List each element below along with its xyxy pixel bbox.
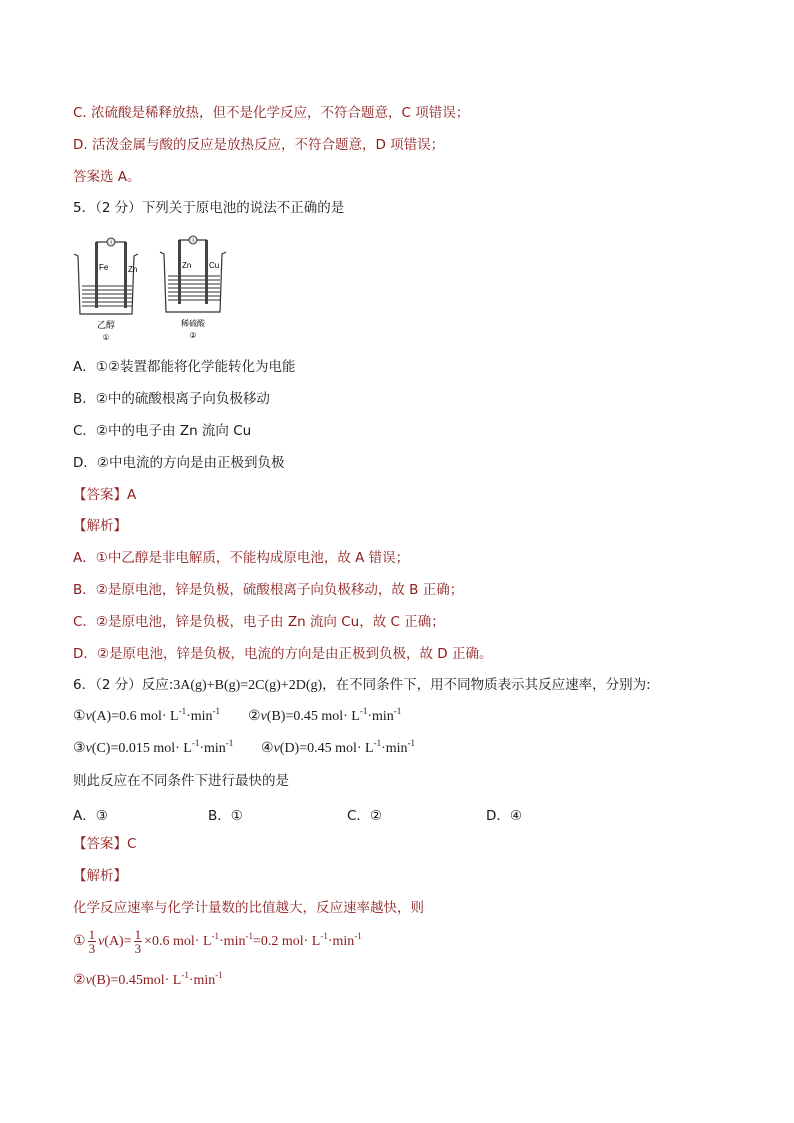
q5-option-c: C．②中的电子由 Zn 流向 Cu	[73, 423, 252, 439]
q6-stem	[73, 676, 651, 695]
q5-stem: 5．（2 分）下列关于原电池的说法不正确的是	[73, 200, 345, 216]
q6-option-b: B．①	[208, 808, 243, 824]
q5-option-b: B．②中的硫酸根离子向负极移动	[73, 391, 270, 407]
cell-number-2: ②	[189, 331, 197, 340]
q6-option-a: A．③	[73, 808, 108, 824]
q5-analysis-a: A．①中乙醇是非电解质，不能构成原电池，故 A 错误；	[73, 550, 410, 566]
q6-stem-suffix: ，在不同条件下，用不同物质表示其反应速率，分别为:	[322, 677, 651, 693]
electrode-zn-2: Zn	[182, 261, 192, 270]
q6-rate-2: ②v(B)=0.45 $mol\cdot L^{-1}\cdot\min^{-1}$	[248, 706, 402, 724]
electrode-zn-1: Zn	[128, 265, 138, 274]
q6-question: 则此反应在不同条件下进行最快的是	[73, 773, 289, 789]
electrode-fe: Fe	[99, 263, 109, 272]
electrode-cu: Cu	[209, 261, 220, 270]
q5-answer: 【答案】A	[73, 487, 137, 503]
q4-explain-d: D. 活泼金属与酸的反应是放热反应，不符合题意，D 项错误；	[73, 137, 445, 153]
fraction-one-third-2: $\frac{1}{3}$	[134, 927, 142, 957]
q4-answer: 答案选 A。	[73, 169, 141, 185]
cell-2-diagram	[160, 236, 226, 340]
q6-equation: 3A(g)+B(g)=2C(g)+2D(g)	[173, 678, 323, 693]
q5-analysis-label: 【解析】	[73, 518, 127, 534]
solution-label-2: 稀硫酸	[181, 319, 205, 328]
q6-rate-4: ④v(D)=0.45 $mol\cdot L^{-1}\cdot\min^{-1}$	[261, 738, 416, 756]
q6-stem-prefix: 6．（2 分）反应:	[73, 677, 174, 693]
q5-analysis-d: D．②是原电池，锌是负极，电流的方向是由正极到负极，故 D 正确。	[73, 646, 493, 662]
q5-analysis-c: C．②是原电池，锌是负极，电子由 Zn 流向 Cu，故 C 正确；	[73, 614, 445, 630]
solution-label-1: 乙醇	[96, 321, 116, 331]
q6-analysis-label: 【解析】	[73, 868, 127, 884]
q6-calc-1: ① $\frac{1}{3}$ v(A)= $\frac{1}{3}$ ×0.6 $mol\cdot L^{-1}\cdot\min^{-1}=0.2$ $mol\cdot L^{-1}\cdot\min^{-1}$	[73, 927, 362, 957]
q6-rate-1: ①v(A)=0.6 $mol\cdot L^{-1}\cdot\min^{-1}$	[73, 706, 221, 724]
ammeter-label-2: Ⓐ	[189, 237, 197, 245]
q5-option-d: D．②中电流的方向是由正极到负极	[73, 455, 285, 471]
cell-1-diagram	[74, 238, 138, 342]
q4-explain-c: C. 浓硫酸是稀释放热，但不是化学反应，不符合题意，C 项错误；	[73, 105, 470, 121]
q6-option-c: C．②	[347, 808, 383, 824]
q6-answer: 【答案】C	[73, 836, 137, 852]
q6-rate-3: ③v(C)=0.015 $mol\cdot L^{-1}\cdot\min^{-1}$	[73, 738, 234, 756]
q5-option-a: A．①②装置都能将化学能转化为电能	[73, 359, 296, 375]
fraction-one-third: $\frac{1}{3}$	[88, 927, 96, 957]
q5-analysis-b: B．②是原电池，锌是负极，硫酸根离子向负极移动，故 B 正确；	[73, 582, 464, 598]
q6-calc-2: ②v(B)=0.45mol· $L^{-1}\cdot\min^{-1}$	[73, 970, 223, 988]
q6-option-d: D．④	[486, 808, 522, 824]
q6-analysis-text: 化学反应速率与化学计量数的比值越大，反应速率越快，则	[73, 900, 424, 916]
galvanic-cell-figure	[70, 232, 240, 344]
ammeter-label-1: Ⓐ	[107, 239, 115, 247]
cell-number-1: ①	[102, 333, 110, 342]
